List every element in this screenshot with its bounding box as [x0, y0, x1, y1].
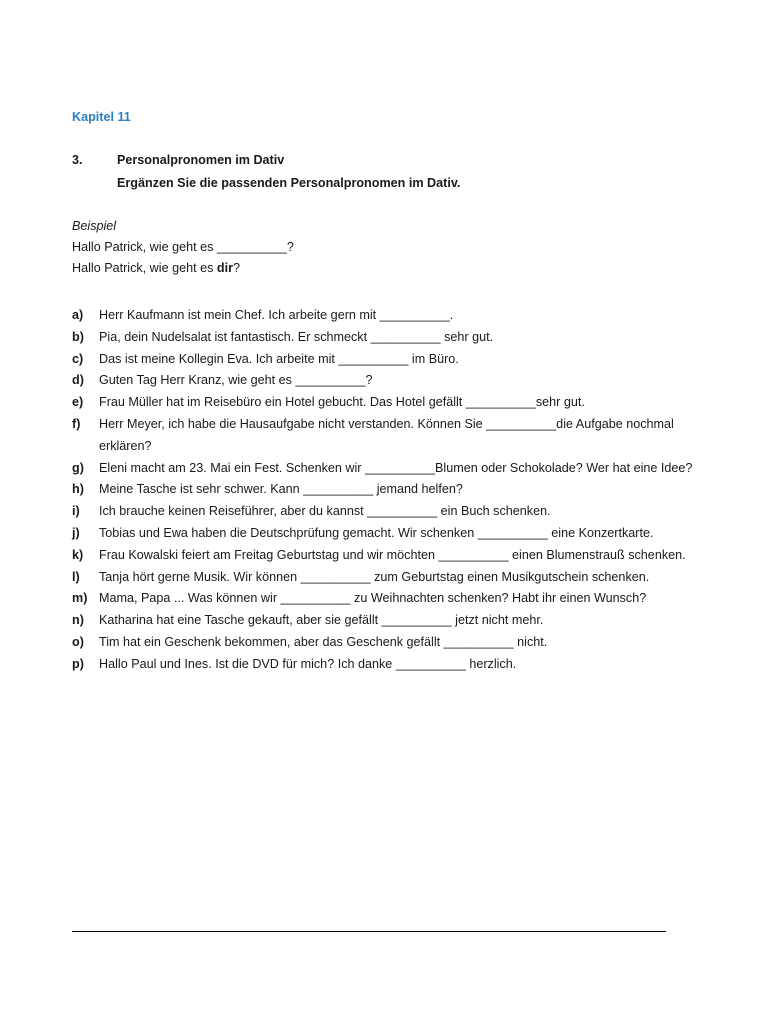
item-text: Das ist meine Kollegin Eva. Ich arbeite mit __________ im Büro.: [99, 351, 459, 366]
item-letter: n): [72, 613, 84, 628]
item-letter: g): [72, 460, 84, 475]
exercise-item: [72, 370, 712, 392]
exercise-item: [72, 349, 712, 371]
exercise-item: [72, 327, 712, 349]
item-text: Katharina hat eine Tasche gekauft, aber sie gefällt __________ jetzt nicht mehr.: [99, 613, 544, 628]
exercise-item: [72, 392, 712, 414]
item-text: Frau Kowalski feiert am Freitag Geburtstag und wir möchten __________ einen Blumenstrauß schenken.: [99, 547, 686, 562]
item-letter: j): [72, 525, 80, 540]
item-text: Eleni macht am 23. Mai ein Fest. Schenken wir __________Blumen oder Schokolade? Wer hat eine Idee?: [99, 460, 693, 475]
example-label: Beispiel: [72, 219, 117, 233]
task-title: Personalpronomen im Dativ: [117, 153, 285, 167]
item-letter: o): [72, 634, 84, 649]
exercise-item: [72, 567, 712, 589]
example-answer-prefix: Hallo Patrick, wie geht es: [72, 261, 217, 275]
item-text: Herr Meyer, ich habe die Hausaufgabe nicht verstanden. Können Sie __________die Aufgabe nochmal erklären?: [99, 416, 674, 453]
exercise-item: [72, 523, 712, 545]
item-text: Hallo Paul und Ines. Ist die DVD für mich? Ich danke __________ herzlich.: [99, 656, 517, 671]
exercise-item: [72, 610, 712, 632]
item-text: Tobias und Ewa haben die Deutschprüfung gemacht. Wir schenken __________ eine Konzertkarte.: [99, 525, 654, 540]
item-letter: i): [72, 504, 80, 519]
example-question: Hallo Patrick, wie geht es __________?: [72, 240, 294, 254]
item-letter: b): [72, 329, 84, 344]
item-letter: f): [72, 416, 81, 431]
exercise-item: [72, 414, 712, 458]
item-letter: c): [72, 351, 84, 366]
example-answer-suffix: ?: [232, 261, 240, 275]
item-text: Pia, dein Nudelsalat ist fantastisch. Er schmeckt __________ sehr gut.: [99, 329, 494, 344]
item-letter: p): [72, 656, 84, 671]
item-text: Herr Kaufmann ist mein Chef. Ich arbeite gern mit __________.: [99, 308, 454, 322]
exercise-item: [72, 632, 712, 654]
item-letter: e): [72, 395, 84, 410]
item-letter: l): [72, 569, 80, 584]
chapter-heading: Kapitel 11: [72, 110, 131, 124]
item-letter: m): [72, 591, 88, 606]
exercise-item: [72, 305, 712, 327]
task-instruction: Ergänzen Sie die passenden Personalpronomen im Dativ.: [117, 176, 461, 190]
exercise-item: [72, 479, 712, 501]
example-answer: [72, 261, 240, 275]
item-text: Frau Müller hat im Reisebüro ein Hotel gebucht. Das Hotel gefällt __________sehr gut.: [99, 395, 585, 410]
item-text: Guten Tag Herr Kranz, wie geht es __________?: [99, 373, 373, 388]
exercise-item: [72, 654, 712, 676]
exercise-item: [72, 545, 712, 567]
exercise-item: [72, 588, 712, 610]
exercise-item: [72, 458, 712, 480]
item-text: Tim hat ein Geschenk bekommen, aber das Geschenk gefällt __________ nicht.: [99, 634, 548, 649]
item-text: Tanja hört gerne Musik. Wir können __________ zum Geburtstag einen Musikgutschein schenken.: [99, 569, 650, 584]
exercise-item: [72, 501, 712, 523]
item-text: Meine Tasche ist sehr schwer. Kann __________ jemand helfen?: [99, 482, 463, 497]
item-letter: h): [72, 482, 84, 497]
item-letter: d): [72, 373, 84, 388]
footer-divider: [72, 931, 666, 932]
item-letter: k): [72, 547, 84, 562]
exercise-list: [72, 305, 712, 676]
item-letter: a): [72, 308, 84, 322]
example-answer-word: dir: [216, 261, 233, 275]
task-number: 3.: [72, 153, 83, 167]
item-text: Ich brauche keinen Reiseführer, aber du kannst __________ ein Buch schenken.: [99, 504, 551, 519]
item-text: Mama, Papa ... Was können wir __________ zu Weihnachten schenken? Habt ihr einen Wunsch?: [99, 591, 647, 606]
